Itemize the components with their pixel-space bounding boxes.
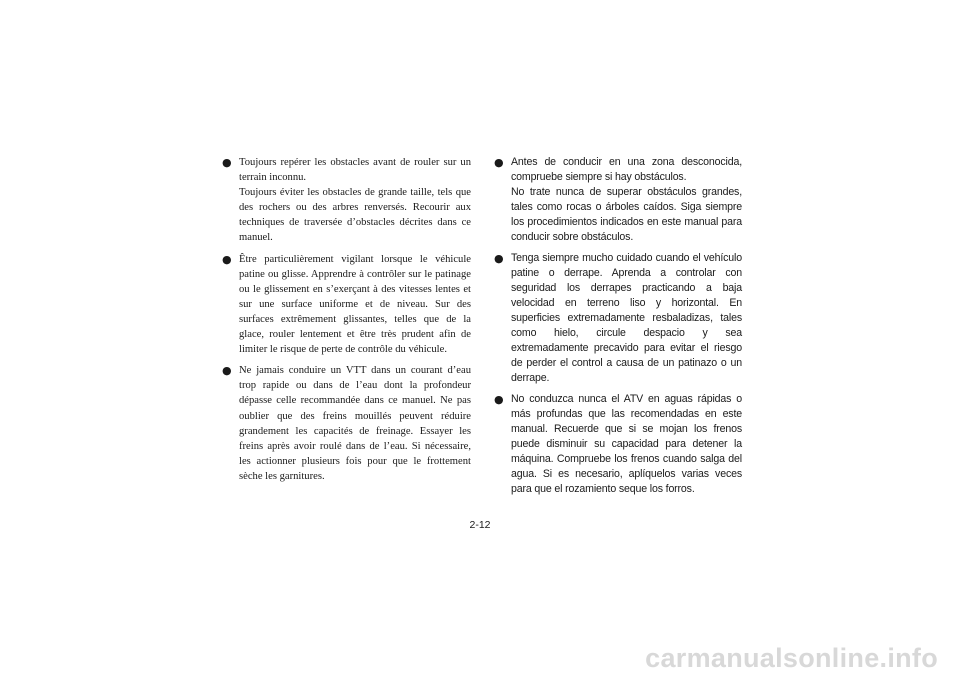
bullet-icon: ●: [494, 156, 504, 169]
bullet-icon: ●: [222, 156, 232, 169]
french-column: [222, 155, 471, 490]
bullet-icon: ●: [494, 393, 504, 406]
paragraph: No trate nunca de superar obstáculos grandes, tales como rocas o árboles caídos. Siga siempre los procedimientos indicados en este manual para conducir sobre obstáculos.: [511, 186, 742, 243]
list-item: [222, 252, 471, 358]
paragraph: Antes de conducir en una zona desconocida, compruebe siempre si hay obstáculos.: [511, 156, 742, 183]
spanish-column: [494, 155, 742, 503]
bullet-icon: ●: [222, 252, 232, 266]
list-item: [494, 251, 742, 386]
list-item: [494, 155, 742, 245]
paragraph: Ne jamais conduire un VTT dans un courant d’eau trop rapide ou dans de l’eau dont la profondeur dépasse celle recommandée dans ce manuel. Ne pas oublier que des freins mouillés peuvent réduire grandement les capacités de freinage. Essayer les freins après avoir roulé dans de l’eau. Si nécessaire, les actionner plusieurs fois pour que le frottement sèche les garnitures.: [239, 365, 471, 482]
list-item: [494, 392, 742, 497]
watermark: carmanualsonline.info: [645, 643, 938, 673]
bullet-icon: ●: [494, 252, 504, 265]
list-item: [222, 363, 471, 484]
paragraph: No conduzca nunca el ATV en aguas rápidas o más profundas que las recomendadas en este manual. Recuerde que si se mojan los frenos puede disminuir su capacidad para detener la máquina. Compruebe los frenos cuando salga del agua. Si es necesario, aplíquelos varias veces para que el rozamiento seque los forros.: [511, 393, 742, 495]
paragraph: Tenga siempre mucho cuidado cuando el vehículo patine o derrape. Aprenda a controlar con seguridad los derrapes practicando a baja velocidad en terreno liso y horizontal. En superficies extremadamente resbaladizas, tales como hielo, circule despacio y sea extremadamente precavido para evitar el riesgo de perder el control a causa de un patinazo o un derrape.: [511, 252, 742, 384]
bullet-icon: ●: [222, 364, 232, 378]
paragraph: Toujours éviter les obstacles de grande taille, tels que des rochers ou des arbres renversés. Recourir aux techniques de traversée d’obstacles décrites dans ce manuel.: [239, 187, 471, 244]
list-item: [222, 155, 471, 246]
paragraph: Être particulièrement vigilant lorsque le véhicule patine ou glisse. Apprendre à contrôler sur le patinage ou le glissement en s’exerçant à des vitesses lentes et sur une surface uniforme et de niveau. Sur des surfaces extrêmement glissantes, telles que de la glace, rouler lentement et être très prudent afin de limiter le risque de perte de contrôle du véhicule.: [239, 253, 471, 356]
page-number: 2-12: [469, 519, 491, 531]
paragraph: Toujours repérer les obstacles avant de rouler sur un terrain inconnu.: [239, 157, 471, 184]
